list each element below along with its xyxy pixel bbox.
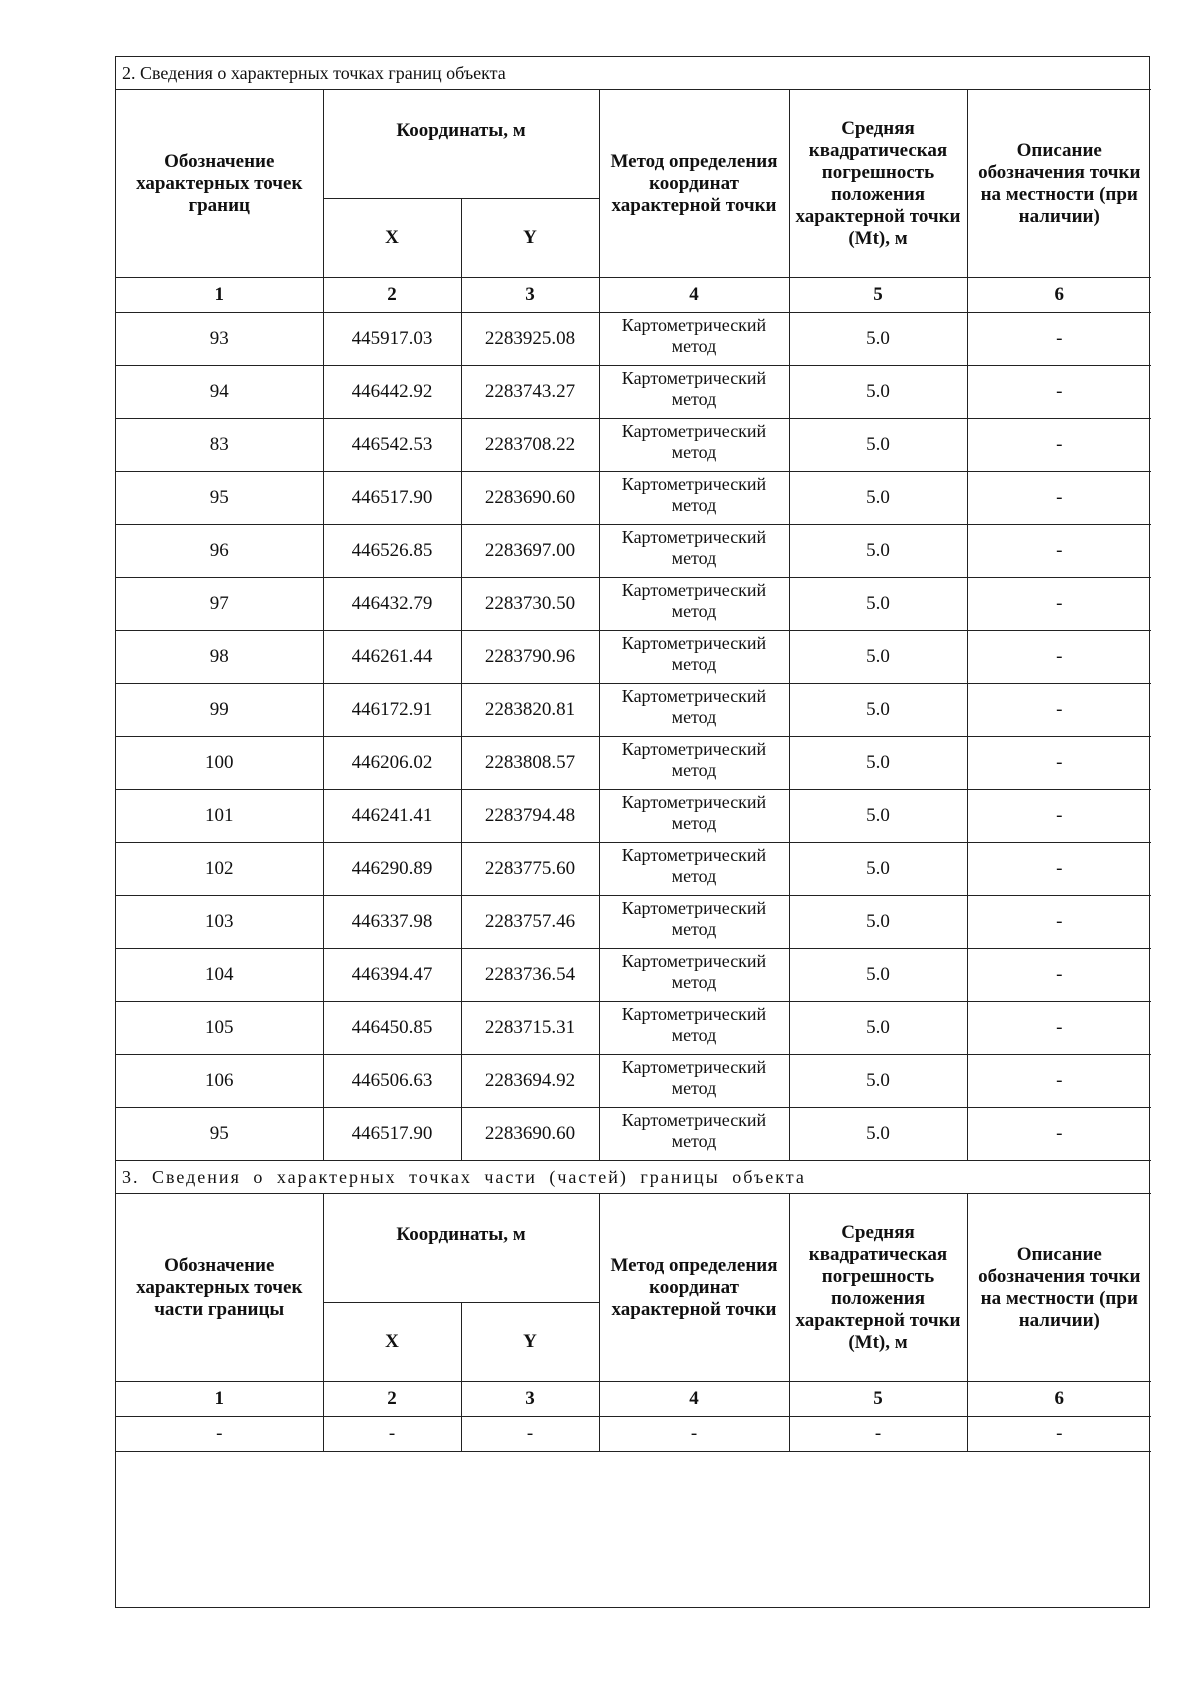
table-row — [116, 578, 1151, 631]
method-cell: Картометрический метод — [599, 790, 789, 843]
x-coordinate-cell: 446517.90 — [323, 472, 461, 525]
x-coordinate-cell: 446526.85 — [323, 525, 461, 578]
method-cell: Картометрический метод — [599, 578, 789, 631]
table-row — [116, 1002, 1151, 1055]
method-cell: Картометрический метод — [599, 313, 789, 366]
y-coordinate-cell: 2283794.48 — [461, 790, 599, 843]
point-id-cell: 98 — [116, 631, 323, 684]
table-row — [116, 313, 1151, 366]
x-coordinate-cell: 446261.44 — [323, 631, 461, 684]
col-number: 3 — [461, 278, 599, 313]
y-coordinate-cell: 2283736.54 — [461, 949, 599, 1002]
method-cell: Картометрический метод — [599, 1108, 789, 1161]
header-x: X — [323, 199, 461, 278]
col-number: 1 — [116, 278, 323, 313]
y-coordinate-cell: 2283925.08 — [461, 313, 599, 366]
table-row — [116, 525, 1151, 578]
method-cell: Картометрический метод — [599, 366, 789, 419]
y-coordinate-cell: 2283743.27 — [461, 366, 599, 419]
x-coordinate-cell: 445917.03 — [323, 313, 461, 366]
col-number: 5 — [789, 1382, 967, 1417]
document-frame — [115, 56, 1150, 1608]
error-cell: 5.0 — [789, 472, 967, 525]
x-coordinate-cell: 446290.89 — [323, 843, 461, 896]
header-description: Описание обозначения точки на местности (при наличии) — [967, 1194, 1151, 1382]
description-cell: - — [967, 737, 1151, 790]
point-id-cell: 106 — [116, 1055, 323, 1108]
table-row — [116, 684, 1151, 737]
col-number: 6 — [967, 1382, 1151, 1417]
error-cell: 5.0 — [789, 896, 967, 949]
description-cell: - — [967, 1002, 1151, 1055]
point-id-cell: - — [116, 1417, 323, 1452]
x-coordinate-cell: 446206.02 — [323, 737, 461, 790]
point-id-cell: 83 — [116, 419, 323, 472]
description-cell: - — [967, 949, 1151, 1002]
method-cell: Картометрический метод — [599, 737, 789, 790]
point-id-cell: 105 — [116, 1002, 323, 1055]
error-cell: 5.0 — [789, 419, 967, 472]
error-cell: - — [789, 1417, 967, 1452]
header-x: X — [323, 1303, 461, 1382]
col-number: 2 — [323, 1382, 461, 1417]
y-coordinate-cell: 2283697.00 — [461, 525, 599, 578]
method-cell: - — [599, 1417, 789, 1452]
error-cell: 5.0 — [789, 737, 967, 790]
error-cell: 5.0 — [789, 949, 967, 1002]
x-coordinate-cell: 446432.79 — [323, 578, 461, 631]
point-id-cell: 95 — [116, 1108, 323, 1161]
point-id-cell: 103 — [116, 896, 323, 949]
error-cell: 5.0 — [789, 631, 967, 684]
x-coordinate-cell: 446172.91 — [323, 684, 461, 737]
y-coordinate-cell: 2283694.92 — [461, 1055, 599, 1108]
description-cell: - — [967, 631, 1151, 684]
header-point-designation: Обозначение характерных точек границ — [116, 90, 323, 278]
point-id-cell: 95 — [116, 472, 323, 525]
description-cell: - — [967, 419, 1151, 472]
description-cell: - — [967, 313, 1151, 366]
error-cell: 5.0 — [789, 525, 967, 578]
error-cell: 5.0 — [789, 684, 967, 737]
boundary-points-table — [116, 57, 1151, 1161]
table-row — [116, 843, 1151, 896]
x-coordinate-cell: 446442.92 — [323, 366, 461, 419]
table-row — [116, 472, 1151, 525]
col-number: 3 — [461, 1382, 599, 1417]
method-cell: Картометрический метод — [599, 684, 789, 737]
col-number: 4 — [599, 1382, 789, 1417]
description-cell: - — [967, 790, 1151, 843]
description-cell: - — [967, 1108, 1151, 1161]
header-method: Метод определения координат характерной точки — [599, 1194, 789, 1382]
y-coordinate-cell: 2283775.60 — [461, 843, 599, 896]
description-cell: - — [967, 366, 1151, 419]
point-id-cell: 93 — [116, 313, 323, 366]
table-row — [116, 419, 1151, 472]
header-method: Метод определения координат характерной точки — [599, 90, 789, 278]
method-cell: Картометрический метод — [599, 949, 789, 1002]
description-cell: - — [967, 684, 1151, 737]
y-coordinate-cell: 2283690.60 — [461, 472, 599, 525]
header-point-designation: Обозначение характерных точек части границы — [116, 1194, 323, 1382]
y-coordinate-cell: 2283820.81 — [461, 684, 599, 737]
method-cell: Картометрический метод — [599, 525, 789, 578]
header-description: Описание обозначения точки на местности (при наличии) — [967, 90, 1151, 278]
x-coordinate-cell: 446517.90 — [323, 1108, 461, 1161]
description-cell: - — [967, 1417, 1151, 1452]
table-row — [116, 949, 1151, 1002]
error-cell: 5.0 — [789, 843, 967, 896]
x-coordinate-cell: - — [323, 1417, 461, 1452]
table-row — [116, 1055, 1151, 1108]
point-id-cell: 99 — [116, 684, 323, 737]
method-cell: Картометрический метод — [599, 631, 789, 684]
x-coordinate-cell: 446241.41 — [323, 790, 461, 843]
x-coordinate-cell: 446394.47 — [323, 949, 461, 1002]
header-error: Средняя квадратическая погрешность положения характерной точки (Mt), м — [789, 1194, 967, 1382]
table-row — [116, 1417, 1151, 1452]
method-cell: Картометрический метод — [599, 843, 789, 896]
method-cell: Картометрический метод — [599, 1002, 789, 1055]
point-id-cell: 96 — [116, 525, 323, 578]
error-cell: 5.0 — [789, 578, 967, 631]
error-cell: 5.0 — [789, 313, 967, 366]
method-cell: Картометрический метод — [599, 419, 789, 472]
description-cell: - — [967, 525, 1151, 578]
description-cell: - — [967, 896, 1151, 949]
y-coordinate-cell: 2283790.96 — [461, 631, 599, 684]
point-id-cell: 102 — [116, 843, 323, 896]
method-cell: Картометрический метод — [599, 896, 789, 949]
y-coordinate-cell: 2283808.57 — [461, 737, 599, 790]
description-cell: - — [967, 843, 1151, 896]
y-coordinate-cell: 2283690.60 — [461, 1108, 599, 1161]
table-row — [116, 1108, 1151, 1161]
col-number: 2 — [323, 278, 461, 313]
error-cell: 5.0 — [789, 1108, 967, 1161]
point-id-cell: 104 — [116, 949, 323, 1002]
table-row — [116, 631, 1151, 684]
section-title: 2. Сведения о характерных точках границ объекта — [116, 57, 1151, 90]
y-coordinate-cell: 2283708.22 — [461, 419, 599, 472]
point-id-cell: 100 — [116, 737, 323, 790]
col-number: 6 — [967, 278, 1151, 313]
table-row — [116, 737, 1151, 790]
part-boundary-points-table — [116, 1161, 1151, 1452]
x-coordinate-cell: 446450.85 — [323, 1002, 461, 1055]
error-cell: 5.0 — [789, 1055, 967, 1108]
error-cell: 5.0 — [789, 366, 967, 419]
point-id-cell: 94 — [116, 366, 323, 419]
point-id-cell: 97 — [116, 578, 323, 631]
error-cell: 5.0 — [789, 1002, 967, 1055]
col-number: 5 — [789, 278, 967, 313]
y-coordinate-cell: 2283730.50 — [461, 578, 599, 631]
col-number: 1 — [116, 1382, 323, 1417]
y-coordinate-cell: 2283715.31 — [461, 1002, 599, 1055]
description-cell: - — [967, 578, 1151, 631]
x-coordinate-cell: 446337.98 — [323, 896, 461, 949]
header-error: Средняя квадратическая погрешность положения характерной точки (Mt), м — [789, 90, 967, 278]
method-cell: Картометрический метод — [599, 1055, 789, 1108]
header-y: Y — [461, 199, 599, 278]
point-id-cell: 101 — [116, 790, 323, 843]
col-number: 4 — [599, 278, 789, 313]
x-coordinate-cell: 446542.53 — [323, 419, 461, 472]
method-cell: Картометрический метод — [599, 472, 789, 525]
section-title: 3. Сведения о характерных точках части (частей) границы объекта — [116, 1161, 1151, 1194]
header-coordinates: Координаты, м — [323, 90, 599, 199]
y-coordinate-cell: 2283757.46 — [461, 896, 599, 949]
y-coordinate-cell: - — [461, 1417, 599, 1452]
header-coordinates: Координаты, м — [323, 1194, 599, 1303]
error-cell: 5.0 — [789, 790, 967, 843]
table-row — [116, 366, 1151, 419]
table-row — [116, 790, 1151, 843]
x-coordinate-cell: 446506.63 — [323, 1055, 461, 1108]
header-y: Y — [461, 1303, 599, 1382]
description-cell: - — [967, 472, 1151, 525]
table-row — [116, 896, 1151, 949]
description-cell: - — [967, 1055, 1151, 1108]
